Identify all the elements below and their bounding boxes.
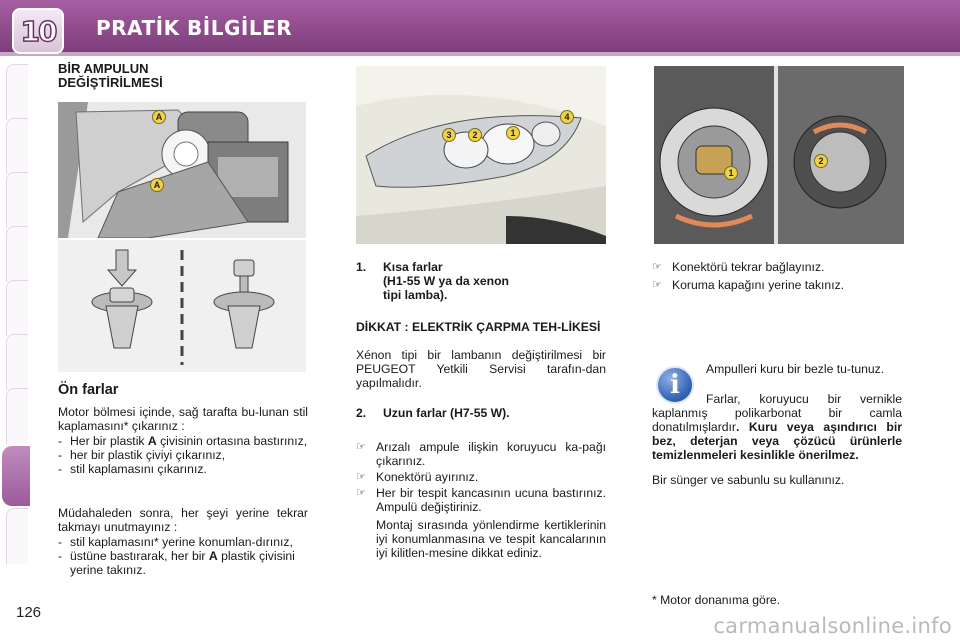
header-divider — [0, 52, 960, 56]
lamp-1-label: 1 — [506, 126, 520, 140]
bullet-text: Konektörü tekrar bağlayınız. — [672, 260, 825, 274]
dash: - — [58, 448, 63, 462]
list-item — [356, 486, 606, 514]
reassembly-steps — [58, 535, 308, 577]
engine-bay-illustration — [58, 102, 306, 238]
engine-bay-figure — [58, 102, 306, 238]
chapter-tab[interactable] — [6, 388, 28, 444]
info-paragraph: Ampulleri kuru bir bezle tu-tunuz. — [706, 362, 885, 376]
list-item — [58, 448, 308, 462]
chapter-number: 10 — [20, 14, 56, 48]
reassembly-intro: Müdahaleden sonra, her şeyi yerine tekrar takmayı unutmayınız : — [58, 506, 308, 534]
clip-a-label: A — [150, 178, 164, 192]
section-heading — [58, 62, 163, 90]
list-item — [652, 260, 902, 274]
chapter-tab[interactable] — [6, 172, 28, 228]
chapter-badge — [12, 8, 64, 54]
info-icon: i — [656, 366, 694, 404]
list-item — [58, 549, 308, 577]
info-text: Farlar, koruyucu bir vernikle kaplanmış polikarbonat bir camla donatılmışlardır — [652, 392, 902, 434]
info-warning-text: . Kuru veya aşındırıcı bir bez, deterjan veya çözücü ürünlerle temizlenmeleri kesinlikle önerilmez. — [652, 420, 902, 462]
clip-figure — [58, 240, 306, 372]
cover-2-label: 2 — [814, 154, 828, 168]
dash: - — [58, 549, 63, 563]
clip-a-label: A — [152, 110, 166, 124]
step-text: stil kaplamasını* yerine konumlan-dırınız, — [70, 535, 293, 549]
item-2-number: 2. — [356, 406, 367, 420]
warning-title: DİKKAT : ELEKTRİK ÇARPMA TEH-LİKESİ — [356, 320, 601, 334]
chapter-tabs — [0, 60, 32, 580]
list-item — [652, 278, 902, 292]
reconnect-steps — [652, 260, 902, 292]
page-number: 126 — [16, 604, 42, 621]
step-text: çivisinin ortasına bastırınız, — [156, 434, 308, 448]
chapter-tab[interactable] — [6, 226, 28, 282]
headlamp-figure — [356, 66, 606, 244]
removal-steps — [58, 434, 308, 476]
footnote: * Motor donanıma göre. — [652, 593, 781, 607]
lamp-3-label: 3 — [442, 128, 456, 142]
watermark: carmanualsonline.info — [713, 614, 952, 638]
item-1-text: tipi lamba). — [383, 288, 448, 302]
warning-text: Xénon tipi bir lambanın değiştirilmesi bir PEUGEOT Yetkili Servisi tarafın-dan yapılmalıdır. — [356, 348, 606, 390]
dash: - — [58, 434, 63, 448]
item-1 — [356, 260, 606, 302]
headlamp-illustration — [356, 66, 606, 244]
chapter-tab[interactable] — [6, 508, 28, 564]
page-title: PRATİK BİLGİLER — [96, 16, 293, 40]
step-text: Her bir plastik — [70, 434, 148, 448]
bullet-text: Arızalı ampule ilişkin koruyucu ka-pağı çıkarınız. — [376, 440, 606, 468]
step-text: plastik çivisini yerine takınız. — [70, 549, 295, 577]
lamp-2-label: 2 — [468, 128, 482, 142]
pointing-hand-icon: ☞ — [652, 261, 662, 273]
section-heading-line: BİR AMPULUN — [58, 61, 149, 76]
item-1-number: 1. — [356, 260, 367, 274]
front-lights-intro: Motor bölmesi içinde, sağ tarafta bu-lunan stil kaplamasını* çıkarınız : — [58, 405, 308, 433]
chapter-tab[interactable] — [6, 118, 28, 174]
step-bold: A — [208, 549, 218, 563]
chapter-tab-active[interactable] — [2, 446, 30, 506]
item-1-text: (H1-55 W ya da xenon — [383, 274, 509, 288]
list-item — [356, 440, 606, 468]
list-item — [58, 434, 308, 448]
clip-illustration — [58, 240, 306, 372]
list-item — [58, 462, 308, 476]
front-lights-heading: Ön farlar — [58, 382, 119, 398]
step-text: stil kaplamasını çıkarınız. — [70, 462, 207, 476]
assembly-note: Montaj sırasında yönlendirme kertiklerinin iyi konumlanmasına ve tespit kancalarının iyi kilitlen-mesine dikkat ediniz. — [376, 518, 606, 560]
connector-1-label: 1 — [724, 166, 738, 180]
step-text: her bir plastik çiviyi çıkarınız, — [70, 448, 226, 462]
item-1-text: Kısa farlar — [383, 260, 443, 274]
bullet-text: Koruma kapağını yerine takınız. — [672, 278, 845, 292]
chapter-tab[interactable] — [6, 64, 28, 120]
pointing-hand-icon: ☞ — [356, 471, 366, 483]
dash: - — [58, 535, 63, 549]
section-heading-line: DEĞİŞTİRİLMESİ — [58, 75, 163, 90]
info-paragraph — [652, 392, 902, 462]
list-item — [356, 470, 606, 484]
pointing-hand-icon: ☞ — [356, 441, 366, 453]
lamp-cover-figure — [654, 66, 904, 244]
item-2 — [356, 406, 606, 420]
lamp-4-label: 4 — [560, 110, 574, 124]
info-paragraph: Bir sünger ve sabunlu su kullanınız. — [652, 473, 845, 487]
step-text: üstüne bastırarak, her bir — [70, 549, 209, 563]
bullet-text: Konektörü ayırınız. — [376, 470, 479, 484]
lamp-cover-illustration — [654, 66, 904, 244]
pointing-hand-icon: ☞ — [356, 487, 366, 499]
chapter-tab[interactable] — [6, 280, 28, 336]
step-bold: A — [147, 434, 157, 448]
item-2-text: Uzun farlar (H7-55 W). — [383, 406, 510, 420]
dash: - — [58, 462, 63, 476]
bullet-text: Her bir tespit kancasının ucuna bastırınız. Ampulü değiştiriniz. — [376, 486, 606, 514]
list-item — [58, 535, 308, 549]
pointing-hand-icon: ☞ — [652, 279, 662, 291]
steps-list — [356, 440, 606, 514]
chapter-tab[interactable] — [6, 334, 28, 390]
